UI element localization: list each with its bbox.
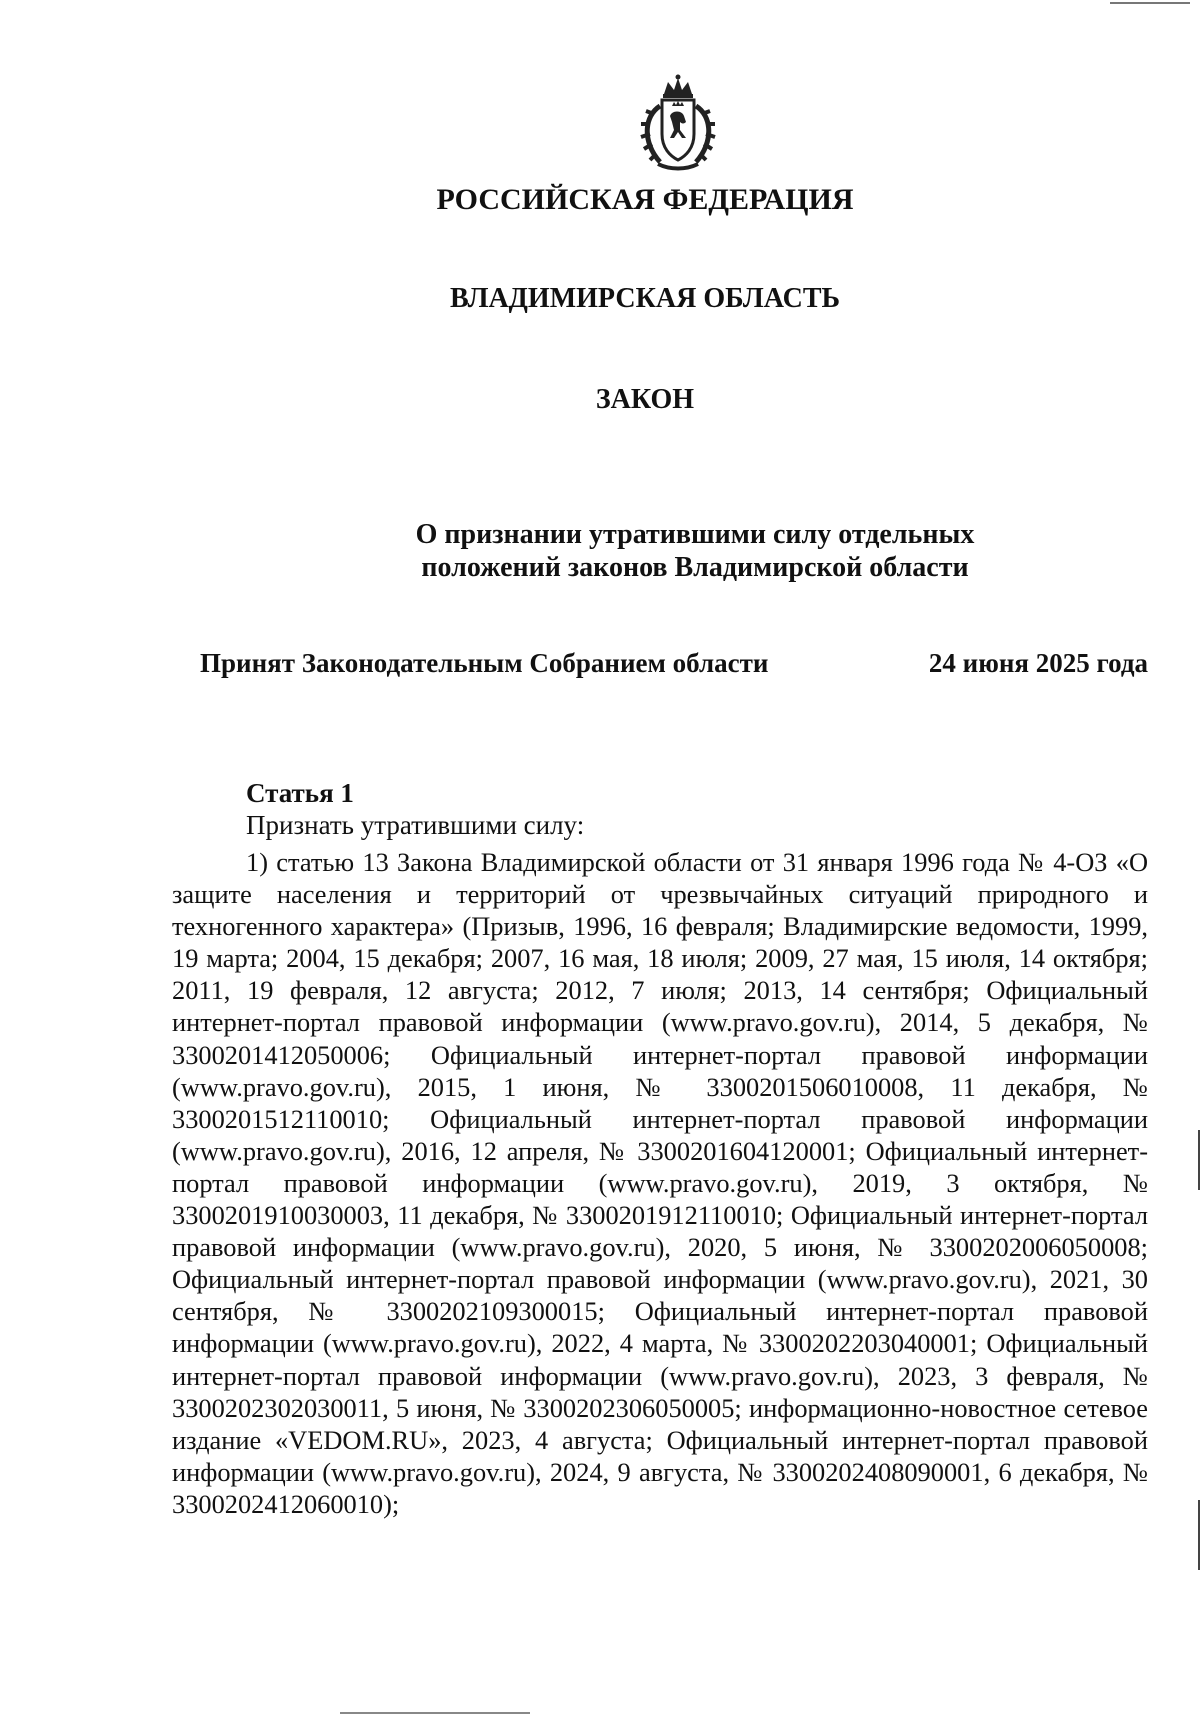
document-type-heading: ЗАКОН: [595, 384, 695, 415]
adopted-by-label: Принят Законодательным Собранием области: [200, 648, 769, 678]
article-heading: Статья 1: [246, 778, 354, 808]
law-title: [0, 518, 1200, 584]
region-heading: ВЛАДИМИРСКАЯ ОБЛАСТЬ: [449, 283, 841, 314]
country-heading: РОССИЙСКАЯ ФЕДЕРАЦИЯ: [436, 183, 854, 216]
law-title-line: О признании утратившими силу отдельных: [415, 519, 975, 550]
coat-of-arms-icon: [630, 72, 726, 172]
scan-edge-line: [1110, 2, 1190, 4]
scan-edge-line: [340, 1712, 530, 1714]
article-item-1: 1) статью 13 Закона Владимирской области от 31 января 1996 года № 4-ОЗ «О защите населения и территорий от чрезвычайных ситуаций природного и техногенного характера» (Призыв, 1996, 16 февраля; Владимирские ведомости, 1999, 19 марта; 2004, 15 декабря; 2007, 16 мая, 18 июля; 2009, 27 мая, 15 июля, 14 октября; 2011, 19 февраля, 12 августа; 2012, 7 июля; 2013, 14 сентября; Официальный интернет-портал правовой информации (www.pravo.gov.ru), 2014, 5 декабря, № 3300201412050006; Официальный интернет-портал правовой информации (www.pravo.gov.ru), 2015, 1 июня, № 3300201506010008, 11 декабря, № 3300201512110010; Официальный интернет-портал правовой информации (www.pravo.gov.ru), 2016, 12 апреля, № 3300201604120001; Официальный интернет-портал правовой информации (www.pravo.gov.ru), 2019, 3 октября, № 3300201910030003, 11 декабря, № 3300201912110010; Официальный интернет-портал правовой информации (www.pravo.gov.ru), 2020, 5 июня, № 3300202006050008; Официальный интернет-портал правовой информации (www.pravo.gov.ru), 2021, 30 сентября, № 3300202109300015; Официальный интернет-портал правовой информации (www.pravo.gov.ru), 2022, 4 марта, № 3300202203040001; Официальный интернет-портал правовой информации (www.pravo.gov.ru), 2023, 3 февраля, № 3300202302030011, 5 июня, № 3300202306050005; информационно-новостное сетевое издание «VEDOM.RU», 2023, 4 августа; Официальный интернет-портал правовой информации (www.pravo.gov.ru), 2024, 9 августа, № 3300202408090001, 6 декабря, № 3300202412060010);: [172, 847, 1148, 1519]
law-title-line: положений законов Владимирской области: [421, 552, 969, 583]
article-intro: Признать утратившими силу:: [246, 810, 585, 840]
adopted-date: 24 июня 2025 года: [928, 648, 1148, 678]
